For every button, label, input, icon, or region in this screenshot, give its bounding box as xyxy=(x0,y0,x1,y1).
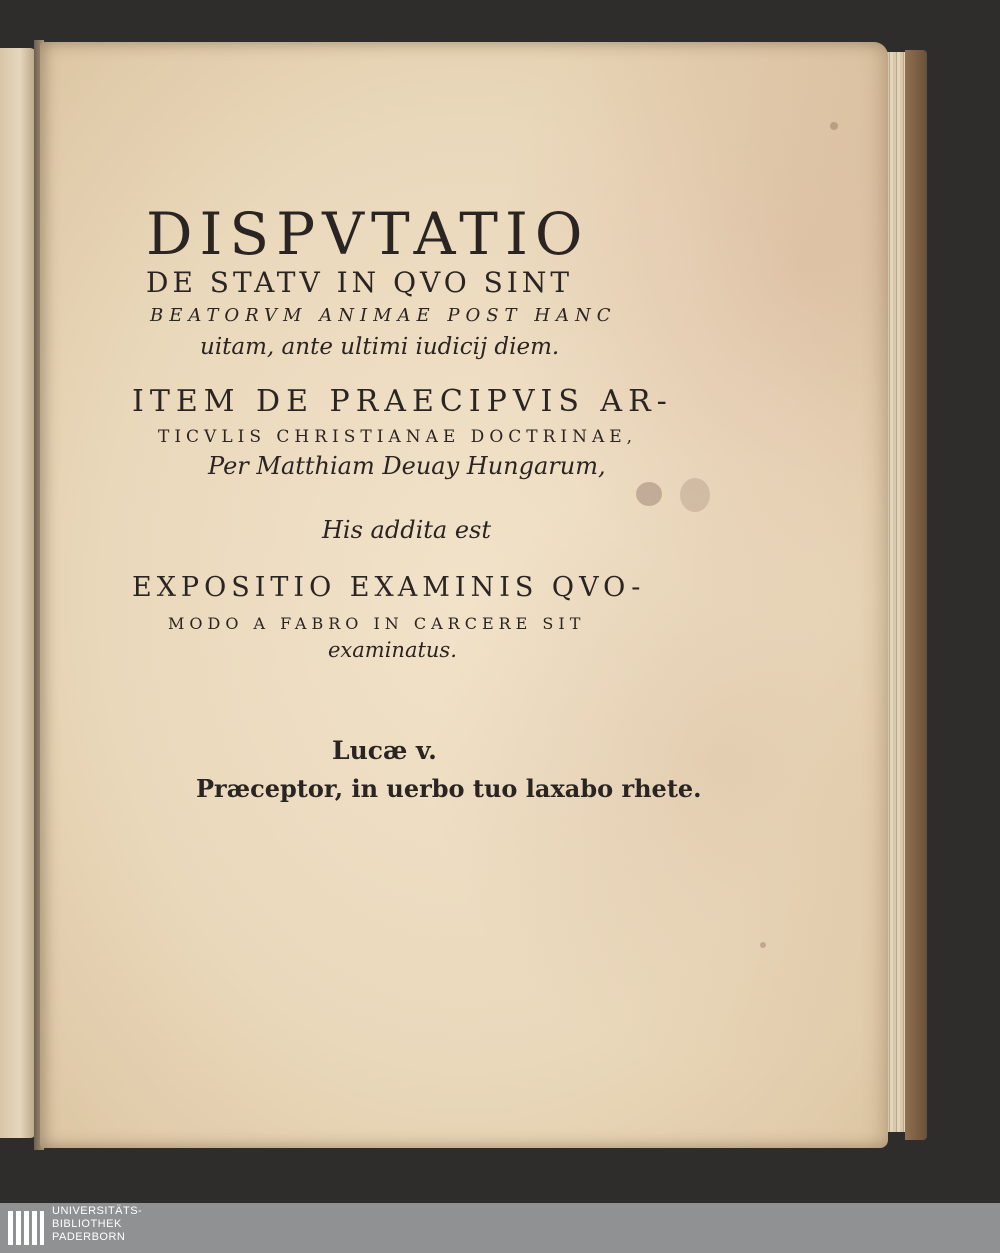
title-line-5: ITEM DE PRAECIPVIS AR- xyxy=(132,384,673,419)
title-line-9: EXPOSITIO EXAMINIS QVO- xyxy=(132,572,646,603)
title-line-10: MODO A FABRO IN CARCERE SIT xyxy=(168,614,586,633)
foxing-spot xyxy=(636,482,662,506)
title-line-2: DE STATV IN QVO SINT xyxy=(146,266,574,299)
author-line: Per Matthiam Deuay Hungarum, xyxy=(208,452,606,480)
title-line-11: examinatus. xyxy=(328,638,457,662)
title-line-4: uitam, ante ultimi iudicij diem. xyxy=(200,334,560,360)
title-main: DISPVTATIO xyxy=(146,200,590,268)
left-page-edge xyxy=(0,48,36,1138)
library-name xyxy=(52,1205,142,1244)
title-line-3: BEATORVM ANIMAE POST HANC xyxy=(150,305,617,326)
scripture-reference: Lucæ v. xyxy=(332,736,437,765)
foxing-spot xyxy=(680,478,710,512)
title-line-6: TICVLIS CHRISTIANAE DOCTRINAE, xyxy=(158,427,638,447)
library-name-line-3: PADERBORN xyxy=(52,1231,126,1243)
foxing-spot xyxy=(760,942,766,948)
motto-line: Præceptor, in uerbo tuo laxabo rhete. xyxy=(196,774,702,803)
addition-line: His addita est xyxy=(322,516,492,544)
book-cover-board xyxy=(905,50,927,1140)
library-name-line-2: BIBLIOTHEK xyxy=(52,1218,122,1230)
foxing-spot xyxy=(830,122,838,130)
library-footer-bar xyxy=(0,1203,1000,1253)
library-name-line-1: UNIVERSITÄTS- xyxy=(52,1205,143,1217)
title-page xyxy=(40,42,888,1148)
library-logo-icon xyxy=(6,1207,46,1249)
